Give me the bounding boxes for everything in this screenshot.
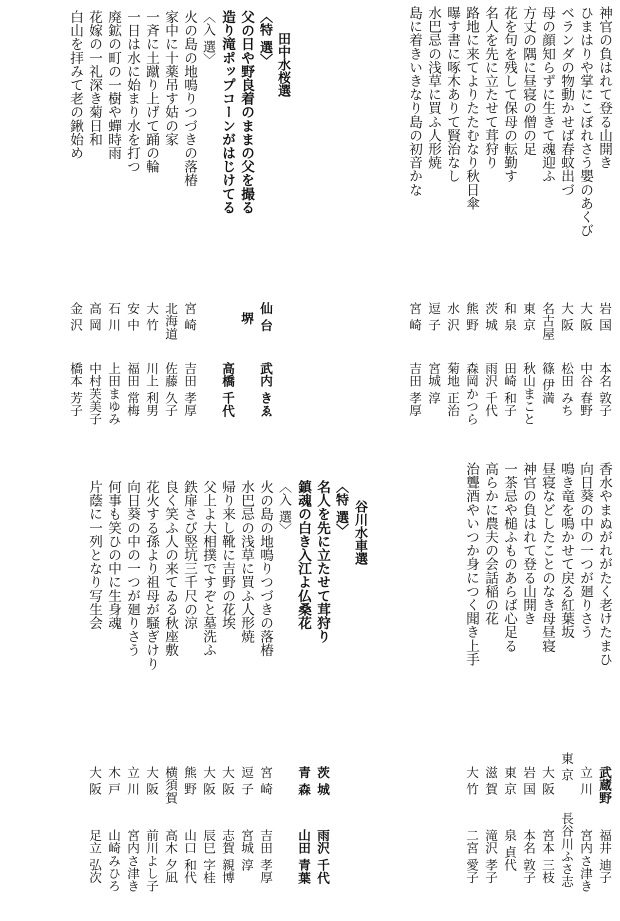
author-name: 佐藤 久子: [163, 362, 178, 417]
author-name: 中谷 春野: [578, 362, 593, 417]
haiku-line: 花を句を残して保母の転勤す: [501, 6, 517, 183]
author-name: 長谷川ふさ志: [559, 812, 574, 888]
author-place: 大 竹: [464, 766, 479, 796]
haiku-line: ベランダの物動かせば春蚊出づ: [558, 6, 574, 197]
nyusen-haiku: 向日葵の中の一つが廻りさう: [124, 480, 140, 657]
author-name: 上田まゆみ: [106, 362, 121, 425]
author-place: 大 阪: [87, 766, 102, 796]
author-place: 武蔵野: [597, 766, 612, 804]
tokusen-haiku: 名人を先に立たせて茸狩り: [314, 480, 330, 644]
haiku-line: 母の顔知らずに生きて魂迎ふ: [539, 6, 555, 183]
nyusen-haiku: 父上よ大相撲ですぞと墓洗ふ: [200, 480, 216, 657]
author-place: 青 森: [296, 766, 311, 796]
author-name: 高橋 千代: [220, 362, 235, 417]
author-place: 逗 子: [239, 766, 254, 796]
nyusen-haiku: 花嫁の一礼深き菊日和: [86, 10, 102, 146]
haiku-line: 高らかに農夫の会話稲の花: [482, 462, 498, 626]
author-name: 宮内さ津き: [125, 829, 140, 892]
author-place: 大 阪: [578, 302, 593, 332]
author-place: 岩 国: [597, 302, 612, 332]
nyusen-haiku: 廃鉱の町の一樹や蟬時雨: [105, 10, 121, 160]
author-name: 宮城 淳: [239, 829, 254, 871]
nyusen-haiku: 家中に十薬吊す姑の家: [162, 10, 178, 146]
author-place: 安 中: [125, 302, 140, 332]
author-name: 吉田 孝厚: [182, 362, 197, 417]
author-place: 堺: [239, 312, 254, 325]
author-place: 滋 賀: [483, 766, 498, 796]
author-place: 逗 子: [426, 302, 441, 332]
nyusen-haiku: 花火する孫より祖母が騒ぎけり: [143, 480, 159, 671]
author-name: 二宮 愛子: [464, 829, 479, 884]
author-place: 立 川: [125, 766, 140, 796]
author-place: 宮 崎: [407, 302, 422, 332]
author-place: 立 川: [578, 766, 593, 796]
author-place: 熊 野: [182, 766, 197, 796]
author-place: 茨 城: [483, 302, 498, 332]
author-name: 中村芙美子: [87, 362, 102, 425]
author-name: 宮城 淳: [426, 362, 441, 404]
author-place: 木 戸: [106, 766, 121, 796]
author-name: 山崎みひろ: [106, 829, 121, 892]
haiku-line: 水巴忌の浅草に買ふ人形焼: [425, 6, 441, 170]
author-place: 大 阪: [144, 766, 159, 796]
author-place: 東 京: [559, 752, 574, 782]
author-name: 山口 和代: [182, 829, 197, 884]
author-name: 宮本 三枝: [540, 829, 555, 884]
haiku-line: 名人を先に立たせて茸狩り: [482, 6, 498, 170]
author-name: 福田 常梅: [125, 362, 140, 417]
author-name: 秋山まこと: [521, 362, 536, 425]
nyusen-haiku: 何事も笑ひの中に生身魂: [105, 480, 121, 630]
author-place: 金 沢: [68, 302, 83, 332]
tokusen-haiku: 鎮魂の白き入江よ仏桑花: [295, 480, 311, 630]
nyusen-heading: 〈入 選〉: [200, 10, 215, 67]
author-name: 山田 青葉: [296, 829, 311, 884]
author-name: 篠 伊満: [540, 362, 555, 404]
haiku-line: 鳴き竜を鳴かせて戻る紅葉坂: [558, 462, 574, 639]
nyusen-haiku: 火の島の地鳴りつづきの落椿: [181, 10, 197, 187]
author-place: 横須賀: [163, 766, 178, 804]
author-place: 名古屋: [540, 302, 555, 340]
haiku-line: 香水やまぬがれがたく老けたまひ: [596, 462, 612, 666]
nyusen-haiku: 片蔭に一列となり写生会: [86, 480, 102, 630]
author-name: 吉田 孝厚: [258, 829, 273, 884]
author-place: 岩 国: [521, 766, 536, 796]
author-name: 足立 弘次: [87, 829, 102, 884]
haiku-line: 神官の負はれて登る山開き: [520, 462, 536, 626]
author-name: 雨沢 千代: [315, 829, 330, 884]
author-name: 宮内さ津き: [578, 829, 593, 892]
author-name: 雨沢 千代: [483, 362, 498, 417]
author-name: 高木 夕凪: [163, 829, 178, 884]
author-name: 武内 きゑ: [258, 362, 273, 417]
author-name: 前川よし子: [144, 829, 159, 892]
tokusen-haiku: 造り滝ポップコーンがはじけてる: [219, 10, 235, 214]
haiku-line: 島に着きいきなり島の初音かな: [406, 6, 422, 197]
author-place: 熊 野: [464, 302, 479, 332]
haiku-line: 曝す書に啄木ありて賢治なし: [444, 6, 460, 183]
author-name: 田崎 和子: [502, 362, 517, 417]
author-name: 川上 利男: [144, 362, 159, 417]
author-name: 滝沢 孝子: [483, 829, 498, 884]
author-place: 北海道: [163, 302, 178, 340]
tokusen-heading: 〈特 選〉: [333, 480, 348, 537]
nyusen-haiku: 良く笑ふ人の来てゐる秋座敷: [162, 480, 178, 657]
author-name: 泉 貞代: [502, 829, 517, 871]
haiku-line: 向日葵の中の一つが廻りさう: [577, 462, 593, 639]
author-place: 高 岡: [87, 302, 102, 332]
author-name: 福井 迪子: [597, 829, 612, 884]
author-place: 大 阪: [220, 766, 235, 796]
haiku-line: 治聾酒やいつか身につく聞き上手: [463, 462, 479, 666]
author-place: 石 川: [106, 302, 121, 332]
author-place: 大 阪: [540, 766, 555, 796]
haiku-line: 昼寝などしたことのなき母昼寝: [539, 462, 555, 653]
tokusen-haiku: 父の日や野良着のままの父を撮る: [238, 10, 254, 214]
author-name: 吉田 孝厚: [407, 362, 422, 417]
nyusen-haiku: 火の島の地鳴りつづきの落椿: [257, 480, 273, 657]
haiku-line: ひまはりや掌にこぼれさう嬰のあくび: [577, 6, 593, 238]
haiku-line: 一茶忌や槌ふものあらば心足る: [501, 462, 517, 653]
nyusen-heading: 〈入 選〉: [276, 480, 291, 537]
author-name: 辰巳 字桂: [201, 829, 216, 884]
selector-heading: 谷川水車選: [352, 500, 367, 565]
author-name: 菊地 正治: [445, 362, 460, 417]
author-place: 仙 台: [258, 302, 273, 332]
haiku-line: 神官の負はれて登る山開き: [596, 6, 612, 170]
author-place: 大 竹: [144, 302, 159, 332]
nyusen-haiku: 一斉に土蹴り上げて踊の輪: [143, 10, 159, 174]
haiku-line: 方丈の隅に昼寝の僧の足: [520, 6, 536, 156]
author-name: 志賀 親博: [220, 829, 235, 884]
author-name: 松田 みち: [559, 362, 574, 417]
nyusen-haiku: 水巴忌の浅草に買ふ人形焼: [238, 480, 254, 644]
haiku-line: 路地に来てよりたたむなり秋日傘: [463, 6, 479, 210]
author-name: 本名 敦子: [597, 362, 612, 417]
nyusen-haiku: 一日は水に始まり水を打つ: [124, 10, 140, 174]
author-name: 橋本 芳子: [68, 362, 83, 417]
author-name: 本名 敦子: [521, 829, 536, 884]
author-place: 東 京: [502, 766, 517, 796]
author-place: 大 阪: [559, 302, 574, 332]
nyusen-haiku: 帰り来し靴に吉野の花埃: [219, 480, 235, 630]
author-place: 和 泉: [502, 302, 517, 332]
selector-heading: 田中水桜選: [275, 32, 290, 97]
author-place: 茨 城: [315, 766, 330, 796]
author-name: 森岡かつら: [464, 362, 479, 425]
author-place: 大 阪: [201, 766, 216, 796]
author-place: 水 沢: [445, 302, 460, 332]
author-place: 宮 崎: [182, 302, 197, 332]
author-place: 東 京: [521, 302, 536, 332]
nyusen-haiku: 白山を拝みて老の鍬始め: [67, 10, 83, 160]
tokusen-heading: 〈特 選〉: [257, 10, 272, 67]
author-place: 宮 崎: [258, 766, 273, 796]
nyusen-haiku: 鉄扉さび竪坑三千尺の涼: [181, 480, 197, 630]
